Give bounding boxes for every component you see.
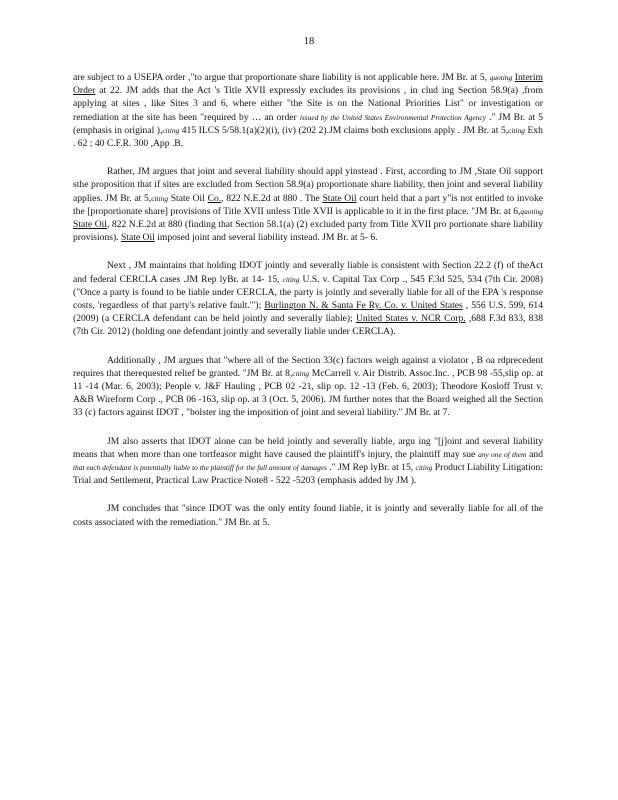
text-run: JM concludes that "since IDOT was the only entity found liable, it is jointly and severally liable for all of the costs associated with the remediation." JM Br. at 5. — [73, 503, 543, 528]
citation-signal: quoting — [520, 206, 543, 216]
case-citation: Co. — [207, 192, 222, 204]
text-run: Product Liability Litigation: Trial and Settlement, Practical Law Practice Note8 - 522 -5203 (emphasis added by JM ). — [73, 462, 543, 487]
case-citation: Interim Order — [73, 72, 543, 97]
citation-signal: that each defendant is potentially liable to the plaintiff for the full amount of damages — [73, 463, 327, 473]
text-run: are subject to a USEPA order ,"to argue that proportionate share liability is not applicable here. JM Br. at 5, — [73, 72, 490, 83]
text-run: , 822 N.E.2d at 880 (finding that Section 58.1(a) (2) excluded party from Title XVII pro portionate share liability provisions). — [73, 219, 543, 244]
text-run: JM also asserts that IDOT alone can be held jointly and severally liable, argu ing "[j]oint and several liability means that when more than one tortfeasor might have caused the plaintiff's injury, the plaintiff may sue — [73, 435, 543, 460]
text-run: State Oil — [168, 192, 208, 204]
citation-signal: citing — [292, 368, 310, 378]
text-run: 415 ILCS 5/58.1(a)(2)(i), (iv) (202 2).JM claims both exclusions apply . JM Br. at 5, — [179, 124, 509, 136]
page-number: 18 — [303, 36, 315, 47]
text-run: , 556 U.S. 599, 614 (2009) (a CERCLA defendant can be held jointly and severally liable); — [73, 300, 543, 325]
citation-signal: citing — [282, 274, 300, 284]
text-run: Rather, JM argues that joint and several liability should appl yinstead . First, according to JM ,State Oil support sthe proposition that if sites are excluded from Section 58.9(a) proportionate share liability, then joint and several liability applies. JM Br. at 5, — [73, 166, 543, 204]
citation-signal: quoting — [489, 73, 513, 82]
paragraph — [73, 502, 543, 528]
citation-signal: any one of them — [478, 449, 527, 459]
citation-signal: citing — [162, 125, 180, 135]
paragraph — [73, 259, 543, 338]
text-run: , 822 N.E.2d at 880 . The — [221, 192, 323, 204]
case-citation: State Oil — [73, 219, 107, 231]
case-citation: State Oil — [322, 192, 357, 204]
paragraph — [73, 165, 543, 244]
text-run: Exh . 62 ; 40 C.F.R. 300 ,App .B. — [73, 124, 543, 150]
text-run: McCarrell v. Air Distrib. Assoc.Inc. , PCB 98 -55,slip op. at 11 -14 (Mar. 6, 2003); People v. J&F Hauling , PCB 02 -21, slip op. 12 -13 (Feb. 6, 2003); Theodore Kosloff Trust v. A&B Wireform Corp ., PCB 06 -163, slip op. at 3 (Oct. 5, 2006). JM further notes that the Board weighed all the Section 33 (c) factors against IDOT , "bolster ing the imposition of joint and several liability." JM Br. at 7. — [73, 367, 543, 419]
citation-signal: citing — [151, 193, 169, 203]
citation-signal: issued by the United States Environmental Protection Agency — [299, 112, 486, 122]
paragraph — [73, 71, 543, 150]
text-run: ." JM Br. at 5 (emphasis in original ), — [73, 111, 543, 136]
case-citation: United States v. NCR Corp. — [355, 313, 466, 325]
text-run: U.S. v. Capital Tax Corp ., 545 F.3d 525, 534 (7th Cir. 2008) ("Once a party is found to be liable under CERCLA, the party is jointly and severally liable for all of the EPA 's response costs, 'regardless of that party's relative fault.'"); — [73, 273, 543, 312]
text-run: court held that a part y"is not entitled to invoke the [proportionate share] provisions of Title XVII unless Title XVII is applicable to it in the first place. "JM Br. at 6, — [73, 192, 543, 217]
case-citation: State Oil — [120, 232, 155, 244]
text-run: imposed joint and several liability instead. JM Br. at 5- 6. — [154, 232, 378, 244]
text-run: ." JM Rep lyBr. at 15, — [326, 462, 416, 474]
body-text — [73, 71, 543, 544]
text-run: Next , JM maintains that holding IDOT jointly and severally liable is consistent with Section 22.2 (f) of theAct and federal CERCLA cases .JM Rep lyBr. at 14- 15, — [73, 260, 543, 285]
case-citation: Burlington N. & Santa Fe Ry. Co. v. United States — [264, 300, 463, 312]
paragraph — [73, 435, 543, 488]
text-run: ,688 F.3d 833, 838 (7th Cir. 2012) (holding one defendant jointly and severally liable under CERCLA). — [73, 313, 543, 338]
citation-signal: citing — [508, 125, 525, 135]
text-run: at 22. JM adds that the Act 's Title XVII expressly excludes its provisions , in clud ing Section 58.9(a) ,from applying at sites , like Sites 3 and 6, where either "the Site is on the National Priorities List" or investigation or remediation at the site has been "required by … an order — [73, 85, 543, 123]
text-run: and — [526, 448, 543, 460]
citation-signal: citing — [415, 463, 433, 473]
paragraph — [73, 354, 543, 420]
text-run: Additionally , JM argues that "where all of the Section 33(c) factors weigh against a violator , B oa rdprecedent requires that therequested relief be granted. "JM Br. at 8, — [73, 354, 543, 379]
